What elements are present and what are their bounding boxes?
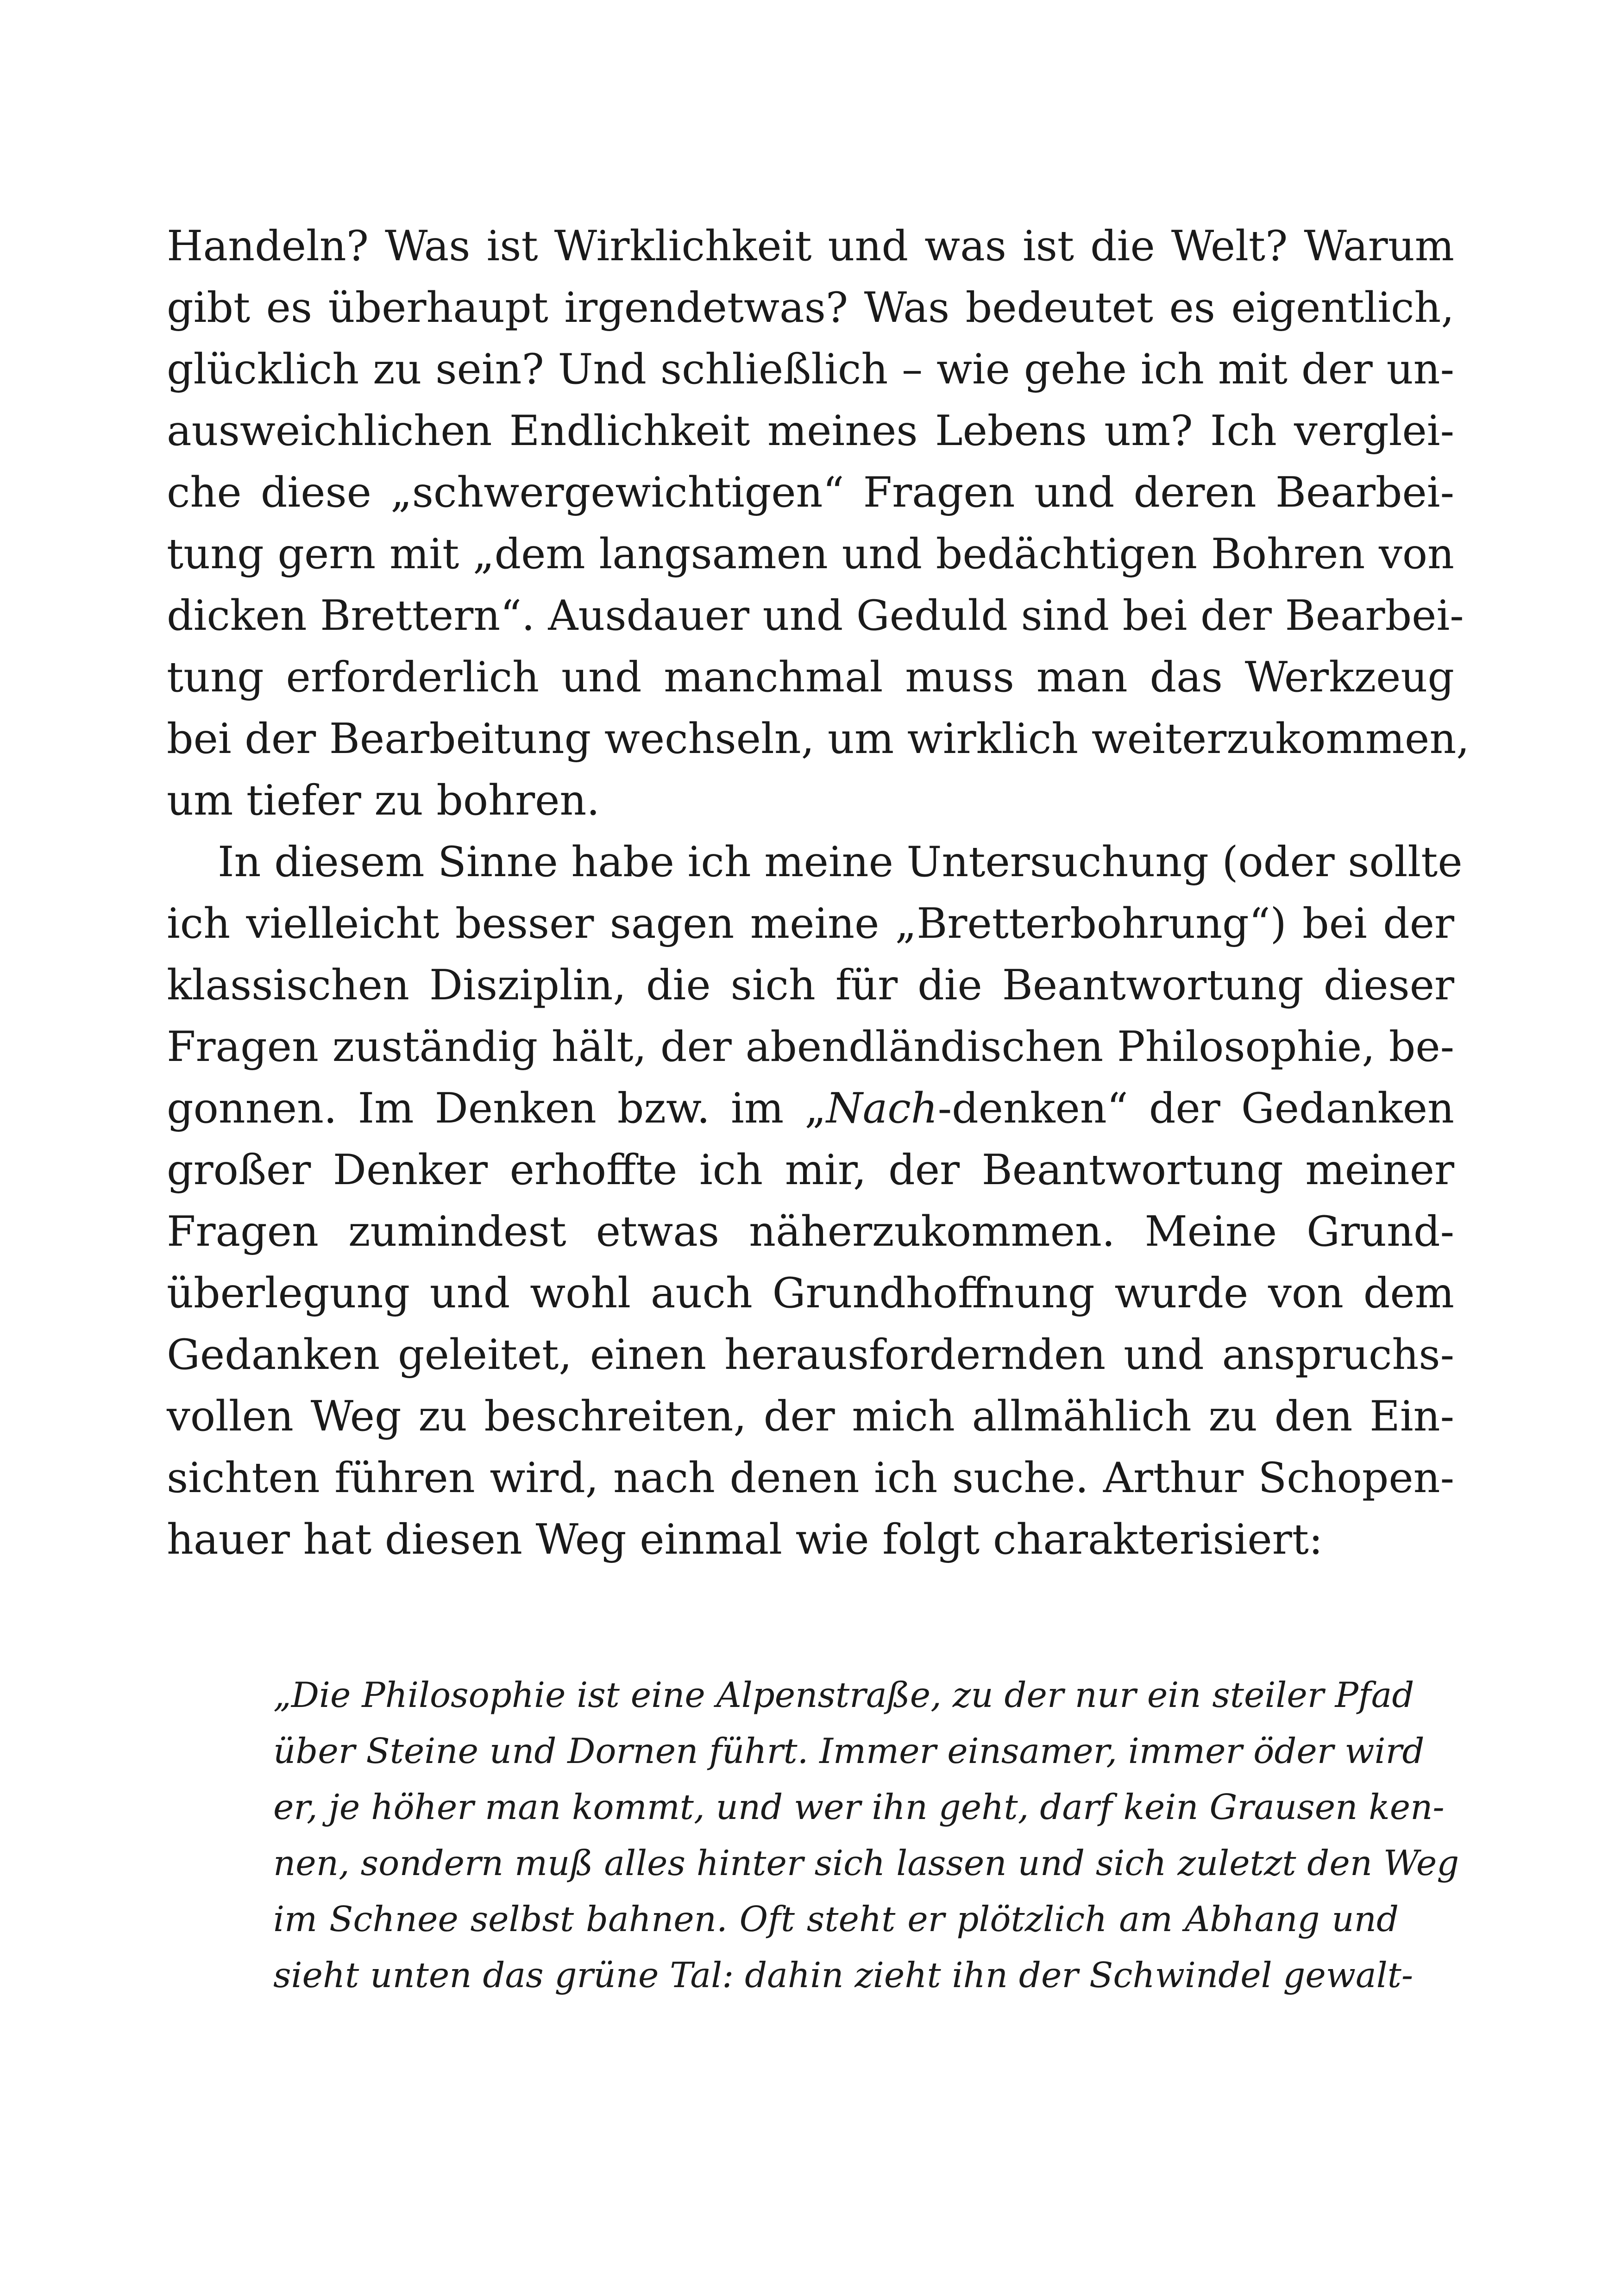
block-quote [273,1667,1459,2003]
text-line: ich vielleicht besser sagen meine „Bretterbohrung“) bei der [167,899,1454,948]
text-line: tung erforderlich und manchmal muss man das Werkzeug [167,653,1454,702]
text-line: gibt es überhaupt irgendetwas? Was bedeutet es eigentlich, [167,283,1454,332]
text-line: Fragen zuständig hält, der abendländischen Philosophie, be- [167,1023,1454,1071]
quote-line: er, je höher man kommt, und wer ihn geht, darf kein Grausen ken- [273,1787,1445,1827]
text-line: Handeln? Was ist Wirklichkeit und was ist die Welt? Warum [167,222,1454,270]
quote-line: über Steine und Dornen führt. Immer einsamer, immer öder wird [273,1731,1425,1771]
text-line-with-emphasis [167,1078,1454,1139]
quote-line: im Schnee selbst bahnen. Oft steht er plötzlich am Abhang und [273,1899,1399,1939]
text-line: In diesem Sinne habe ich meine Untersuchung (oder sollte [218,838,1463,886]
text-line: Gedanken geleitet, einen herausfordernden und anspruchs- [167,1330,1454,1379]
text-line: che diese „schwergewichtigen“ Fragen und deren Bearbei- [167,468,1454,517]
text-line: vollen Weg zu beschreiten, der mich allmählich zu den Ein- [167,1392,1454,1441]
text-line: großer Denker erhoffte ich mir, der Beantwortung meiner [167,1146,1454,1194]
text-line: tung gern mit „dem langsamen und bedächtigen Bohren von [167,530,1454,578]
text-line: klassischen Disziplin, die sich für die Beantwortung dieser [167,961,1454,1010]
quote-line: sieht unten das grüne Tal: dahin zieht ihn der Schwindel gewalt- [273,1955,1414,1995]
quote-line: „Die Philosophie ist eine Alpenstraße, zu der nur ein steiler Pfad [273,1675,1414,1715]
text-segment: -denken“ der Gedanken [937,1084,1454,1133]
text-line: bei der Bearbeitung wechseln, um wirklich weiterzukommen, [167,715,1470,763]
text-line: überlegung und wohl auch Grundhoffnung wurde von dem [167,1269,1454,1317]
quote-line: nen, sondern muß alles hinter sich lassen und sich zuletzt den Weg [273,1843,1459,1883]
text-line: sichten führen wird, nach denen ich suche. Arthur Schopen- [167,1454,1454,1502]
text-line: glücklich zu sein? Und schließlich – wie gehe ich mit der un- [167,345,1454,394]
text-line: dicken Brettern“. Ausdauer und Geduld sind bei der Bearbei- [167,591,1464,640]
text-line: ausweichlichen Endlichkeit meines Lebens um? Ich verglei- [167,407,1454,455]
text-line: um tiefer zu bohren. [167,776,600,825]
body-text [167,215,1470,1570]
text-line: Fragen zumindest etwas näherzukommen. Meine Grund- [167,1207,1454,1256]
emphasis-nach: Nach [826,1084,938,1133]
text-segment: gonnen. Im Denken bzw. im „ [167,1084,826,1133]
text-line: hauer hat diesen Weg einmal wie folgt charakterisiert: [167,1515,1323,1564]
